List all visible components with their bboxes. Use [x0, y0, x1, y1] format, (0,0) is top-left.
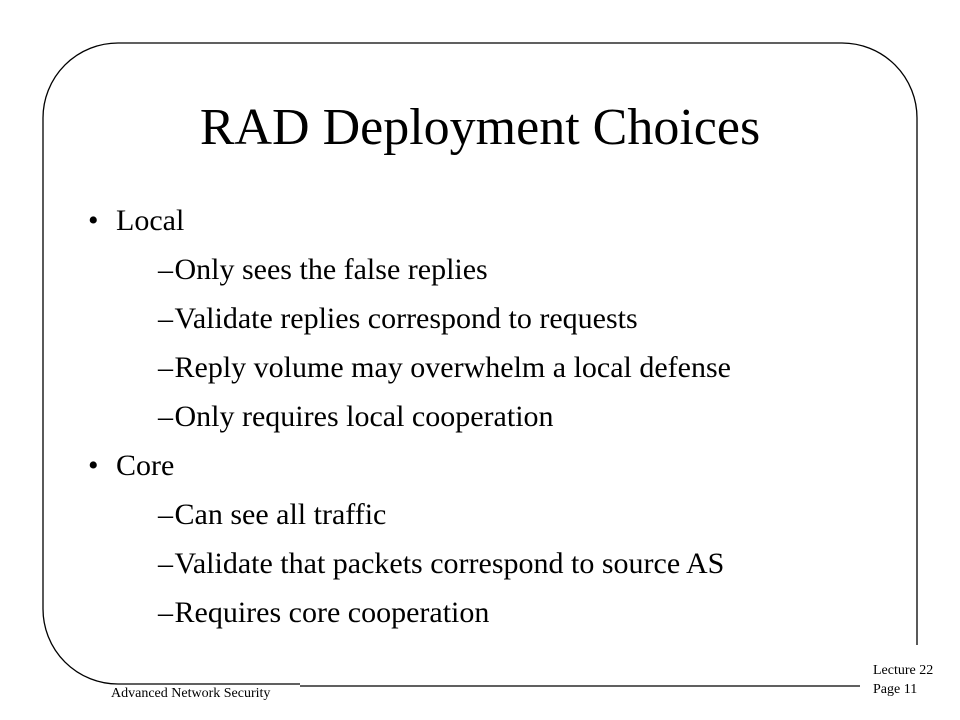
- bullet-list: [88, 196, 731, 637]
- sub-bullet-text: Validate that packets correspond to source AS: [174, 547, 725, 580]
- footer-lecture-info: [873, 661, 933, 699]
- dash-icon: –: [158, 498, 173, 531]
- sub-bullet-item: [158, 588, 731, 637]
- dash-icon: –: [158, 351, 173, 384]
- bullet-item-local: [88, 196, 731, 441]
- footer-lecture-number: Lecture 22: [873, 663, 934, 678]
- sub-bullet-list: [88, 245, 731, 441]
- bullet-icon: •: [88, 449, 99, 482]
- sub-bullet-list: [88, 490, 731, 637]
- sub-bullet-text: Only requires local cooperation: [174, 400, 554, 433]
- sub-bullet-text: Reply volume may overwhelm a local defense: [174, 351, 731, 384]
- dash-icon: –: [158, 302, 173, 335]
- sub-bullet-item: [158, 343, 731, 392]
- slide-title: RAD Deployment Choices: [199, 99, 761, 156]
- dash-icon: –: [158, 400, 173, 433]
- bullet-text: Local: [116, 204, 185, 237]
- bullet-text: Core: [116, 449, 175, 482]
- sub-bullet-text: Validate replies correspond to requests: [174, 302, 638, 335]
- sub-bullet-text: Can see all traffic: [174, 498, 387, 531]
- sub-bullet-item: [158, 392, 731, 441]
- footer-page-number: Page 11: [873, 682, 918, 697]
- footer-course-name: Advanced Network Security: [111, 686, 271, 701]
- sub-bullet-item: [158, 490, 731, 539]
- dash-icon: –: [158, 547, 173, 580]
- sub-bullet-text: Requires core cooperation: [174, 596, 490, 629]
- dash-icon: –: [158, 596, 173, 629]
- sub-bullet-item: [158, 539, 731, 588]
- bullet-icon: •: [88, 204, 99, 237]
- dash-icon: –: [158, 253, 173, 286]
- sub-bullet-item: [158, 294, 731, 343]
- sub-bullet-item: [158, 245, 731, 294]
- sub-bullet-text: Only sees the false replies: [174, 253, 488, 286]
- bullet-item-core: [88, 441, 731, 637]
